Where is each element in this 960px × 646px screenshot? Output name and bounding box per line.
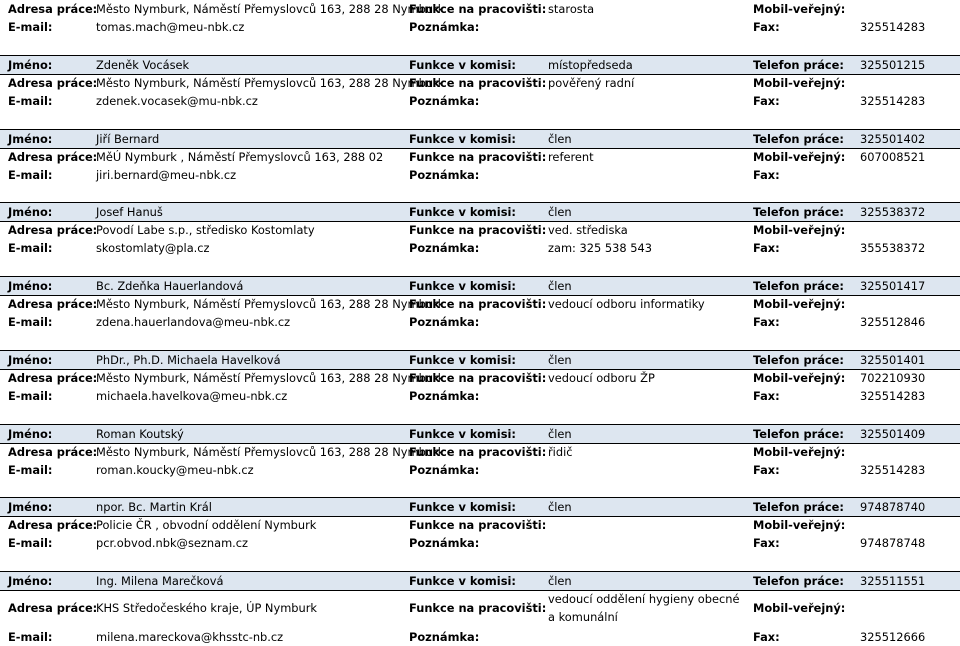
fax-label: Fax: xyxy=(753,389,780,403)
member-email[interactable]: michaela.havelkova@meu-nbk.cz xyxy=(96,389,288,403)
name-label: Jméno: xyxy=(8,205,53,219)
email-label: E-mail: xyxy=(8,536,53,550)
member-header-row xyxy=(0,55,960,75)
fax-label: Fax: xyxy=(753,315,780,329)
address-row xyxy=(0,295,960,313)
role-label: Funkce v komisi: xyxy=(409,353,516,367)
role-label: Funkce v komisi: xyxy=(409,132,516,146)
member-job: řidič xyxy=(548,445,573,459)
member-header-row xyxy=(0,497,960,517)
fax-value: 325514283 xyxy=(860,20,926,34)
phone-label: Telefon práce: xyxy=(753,353,844,367)
role-label: Funkce v komisi: xyxy=(409,500,516,514)
member-fax: 325514283 xyxy=(860,463,926,477)
address-label: Adresa práce: xyxy=(8,371,98,385)
member-address: KHS Středočeského kraje, ÚP Nymburk xyxy=(96,601,318,615)
address-label: Adresa práce: xyxy=(8,2,98,16)
address-label: Adresa práce: xyxy=(8,150,98,164)
mobile-label: Mobil-veřejný: xyxy=(753,2,846,16)
address-label: Adresa práce: xyxy=(8,76,98,90)
address-label: Adresa práce: xyxy=(8,297,98,311)
member-fax: 325514283 xyxy=(860,94,926,108)
member-phone: 325501402 xyxy=(860,132,926,146)
fax-label: Fax: xyxy=(753,20,780,34)
name-label: Jméno: xyxy=(8,58,53,72)
email-label: E-mail: xyxy=(8,389,53,403)
member-note: zam: 325 538 543 xyxy=(548,241,652,255)
member-fax: 325512666 xyxy=(860,630,926,644)
member-fax: 325512846 xyxy=(860,315,926,329)
member-role: člen xyxy=(548,279,572,293)
member-email[interactable]: zdena.hauerlandova@meu-nbk.cz xyxy=(96,315,291,329)
note-label: Poznámka: xyxy=(409,20,480,34)
address-row xyxy=(0,0,960,18)
email-row xyxy=(0,166,960,184)
mobile-label: Mobil-veřejný: xyxy=(753,223,846,237)
member-header-row xyxy=(0,276,960,296)
member-job: vedoucí oddělení hygieny obecné a komunální xyxy=(548,592,740,624)
address-label: Adresa práce: xyxy=(8,223,98,237)
member-job: vedoucí odboru informatiky xyxy=(548,297,705,311)
note-label: Poznámka: xyxy=(409,241,480,255)
member-name: Jiří Bernard xyxy=(96,132,160,146)
fax-label: Fax: xyxy=(753,630,780,644)
fax-label: Fax: xyxy=(753,536,780,550)
phone-label: Telefon práce: xyxy=(753,132,844,146)
address-row xyxy=(0,590,960,626)
member-header-row xyxy=(0,424,960,444)
address-label: Adresa práce: xyxy=(8,445,98,459)
role-label: Funkce v komisi: xyxy=(409,279,516,293)
email-row xyxy=(0,239,960,257)
job-label: Funkce na pracovišti: xyxy=(409,223,547,237)
member-name: PhDr., Ph.D. Michaela Havelková xyxy=(96,353,281,367)
job-label: Funkce na pracovišti: xyxy=(409,518,547,532)
member-role: místopředseda xyxy=(548,58,633,72)
member-address: Policie ČR , obvodní oddělení Nymburk xyxy=(96,518,317,532)
member-name: Bc. Zdeňka Hauerlandová xyxy=(96,279,244,293)
member-name: Zdeněk Vocásek xyxy=(96,58,190,72)
name-label: Jméno: xyxy=(8,427,53,441)
job-label: Funkce na pracovišti: xyxy=(409,445,547,459)
member-phone: 974878740 xyxy=(860,500,926,514)
member-mobile: 607008521 xyxy=(860,150,926,164)
phone-label: Telefon práce: xyxy=(753,205,844,219)
member-email[interactable]: pcr.obvod.nbk@seznam.cz xyxy=(96,536,249,550)
member-email[interactable]: jiri.bernard@meu-nbk.cz xyxy=(96,168,237,182)
note-label: Poznámka: xyxy=(409,630,480,644)
member-address: Povodí Labe s.p., středisko Kostomlaty xyxy=(96,223,315,237)
mobile-label: Mobil-veřejný: xyxy=(753,297,846,311)
email-row xyxy=(0,461,960,479)
job-label: Funkce na pracovišti: xyxy=(409,76,547,90)
role-label: Funkce v komisi: xyxy=(409,58,516,72)
member-name: Josef Hanuš xyxy=(96,205,163,219)
mobile-label: Mobil-veřejný: xyxy=(753,371,846,385)
address-label: Adresa práce: xyxy=(8,518,98,532)
job-value: starosta xyxy=(548,2,595,16)
job-label: Funkce na pracovišti: xyxy=(409,2,547,16)
phone-label: Telefon práce: xyxy=(753,279,844,293)
mobile-label: Mobil-veřejný: xyxy=(753,601,846,615)
member-fax: 974878748 xyxy=(860,536,926,550)
email-label: E-mail: xyxy=(8,315,53,329)
member-header-row xyxy=(0,202,960,222)
member-role: člen xyxy=(548,500,572,514)
member-role: člen xyxy=(548,427,572,441)
name-label: Jméno: xyxy=(8,353,53,367)
email-label: E-mail: xyxy=(8,463,53,477)
email-label: E-mail: xyxy=(8,168,53,182)
address-row xyxy=(0,148,960,166)
mobile-label: Mobil-veřejný: xyxy=(753,150,846,164)
member-email[interactable]: roman.koucky@meu-nbk.cz xyxy=(96,463,254,477)
name-label: Jméno: xyxy=(8,500,53,514)
job-label: Funkce na pracovišti: xyxy=(409,371,547,385)
role-label: Funkce v komisi: xyxy=(409,427,516,441)
member-job: referent xyxy=(548,150,594,164)
member-name: npor. Bc. Martin Král xyxy=(96,500,212,514)
member-mobile: 702210930 xyxy=(860,371,926,385)
phone-label: Telefon práce: xyxy=(753,500,844,514)
mobile-label: Mobil-veřejný: xyxy=(753,76,846,90)
member-address: Město Nymburk, Náměstí Přemyslovců 163, 288 28 Nymburk xyxy=(96,297,445,311)
email-row xyxy=(0,534,960,552)
name-label: Jméno: xyxy=(8,132,53,146)
member-email[interactable]: zdenek.vocasek@mu-nbk.cz xyxy=(96,94,258,108)
address-value: Město Nymburk, Náměstí Přemyslovců 163, 288 28 Nymburk xyxy=(96,2,445,16)
member-address: Město Nymburk, Náměstí Přemyslovců 163, 288 28 Nymburk xyxy=(96,76,445,90)
phone-label: Telefon práce: xyxy=(753,574,844,588)
fax-label: Fax: xyxy=(753,94,780,108)
member-phone: 325501409 xyxy=(860,427,926,441)
email-row xyxy=(0,18,960,36)
member-role: člen xyxy=(548,574,572,588)
member-role: člen xyxy=(548,353,572,367)
email-label: E-mail: xyxy=(8,630,53,644)
member-header-row xyxy=(0,571,960,591)
name-label: Jméno: xyxy=(8,279,53,293)
email-row xyxy=(0,387,960,405)
address-row xyxy=(0,369,960,387)
member-address: Město Nymburk, Náměstí Přemyslovců 163, 288 28 Nymburk xyxy=(96,445,445,459)
role-label: Funkce v komisi: xyxy=(409,574,516,588)
email-label: E-mail: xyxy=(8,20,53,34)
member-name: Roman Koutský xyxy=(96,427,184,441)
mobile-label: Mobil-veřejný: xyxy=(753,445,846,459)
address-label: Adresa práce: xyxy=(8,601,98,615)
phone-label: Telefon práce: xyxy=(753,427,844,441)
member-job: pověřený radní xyxy=(548,76,635,90)
email-row xyxy=(0,313,960,331)
job-label: Funkce na pracovišti: xyxy=(409,150,547,164)
note-label: Poznámka: xyxy=(409,94,480,108)
name-label: Jméno: xyxy=(8,574,53,588)
member-phone: 325501215 xyxy=(860,58,926,72)
email-row xyxy=(0,92,960,110)
member-role: člen xyxy=(548,132,572,146)
email-label: E-mail: xyxy=(8,94,53,108)
member-header-row xyxy=(0,350,960,370)
mobile-label: Mobil-veřejný: xyxy=(753,518,846,532)
email-value[interactable]: tomas.mach@meu-nbk.cz xyxy=(96,20,245,34)
job-label: Funkce na pracovišti: xyxy=(409,297,547,311)
address-row xyxy=(0,443,960,461)
member-fax: 325514283 xyxy=(860,389,926,403)
member-address: MěÚ Nymburk , Náměstí Přemyslovců 163, 288 02 xyxy=(96,150,384,164)
member-address: Město Nymburk, Náměstí Přemyslovců 163, 288 28 Nymburk xyxy=(96,371,445,385)
address-row xyxy=(0,221,960,239)
member-name: Ing. Milena Marečková xyxy=(96,574,224,588)
note-label: Poznámka: xyxy=(409,463,480,477)
fax-label: Fax: xyxy=(753,241,780,255)
phone-label: Telefon práce: xyxy=(753,58,844,72)
note-label: Poznámka: xyxy=(409,536,480,550)
fax-label: Fax: xyxy=(753,168,780,182)
member-fax: 355538372 xyxy=(860,241,926,255)
note-label: Poznámka: xyxy=(409,389,480,403)
note-label: Poznámka: xyxy=(409,315,480,329)
email-row xyxy=(0,628,960,646)
job-label: Funkce na pracovišti: xyxy=(409,601,547,615)
member-phone: 325511551 xyxy=(860,574,926,588)
member-phone: 325538372 xyxy=(860,205,926,219)
fax-label: Fax: xyxy=(753,463,780,477)
email-label: E-mail: xyxy=(8,241,53,255)
member-email[interactable]: milena.mareckova@khsstc-nb.cz xyxy=(96,630,284,644)
role-label: Funkce v komisi: xyxy=(409,205,516,219)
note-label: Poznámka: xyxy=(409,168,480,182)
address-row xyxy=(0,74,960,92)
address-row xyxy=(0,516,960,534)
member-job: ved. střediska xyxy=(548,223,628,237)
member-header-row xyxy=(0,129,960,149)
member-phone: 325501417 xyxy=(860,279,926,293)
member-email[interactable]: skostomlaty@pla.cz xyxy=(96,241,210,255)
member-role: člen xyxy=(548,205,572,219)
member-job: vedoucí odboru ŽP xyxy=(548,371,655,385)
member-phone: 325501401 xyxy=(860,353,926,367)
